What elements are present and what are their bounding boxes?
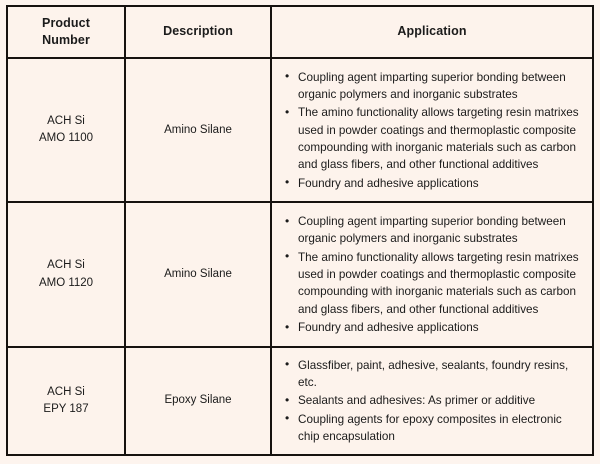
product-application-table: [6, 5, 594, 456]
table-row: [7, 202, 593, 346]
column-header-application-line-1: Application: [397, 24, 467, 39]
column-header-product-number-line-2: Number: [42, 32, 90, 47]
column-header-product-number-line-1: Product: [42, 16, 90, 30]
product-number-line-2: AMO 1120: [38, 276, 94, 289]
product-number-line-1: ACH Si: [47, 385, 85, 398]
list-item: • Foundry and adhesive applications: [298, 319, 584, 336]
list-item: • Coupling agent imparting superior bonding between organic polymers and inorganic substrates: [298, 69, 584, 104]
table-header-row: [7, 6, 593, 58]
list-item: • The amino functionality allows targeting resin matrixes used in powder coatings and thermoplastic composite compounding with inorganic materials such as carbon and glass fibers, and other functional additives: [298, 249, 584, 318]
application-cell: [271, 202, 593, 346]
column-header-product-number: [7, 6, 125, 58]
table-row: [7, 58, 593, 202]
product-number-cell: [7, 202, 125, 346]
table-header: [7, 6, 593, 58]
product-number-line-2: AMO 1100: [38, 132, 94, 145]
product-number-line-2: EPY 187: [43, 402, 89, 415]
description-cell: Amino Silane: [125, 202, 271, 346]
table-row: [7, 347, 593, 455]
column-header-application: [271, 6, 593, 58]
product-number-line-1: ACH Si: [47, 259, 85, 272]
column-header-description: [125, 6, 271, 58]
column-header-description-line-1: Description: [163, 24, 233, 39]
product-number-cell: [7, 58, 125, 202]
product-number-cell: [7, 347, 125, 455]
product-number-line-1: ACH Si: [47, 114, 85, 127]
table-body: [7, 58, 593, 455]
application-list: [276, 69, 584, 192]
application-cell: [271, 347, 593, 455]
description-cell: Epoxy Silane: [125, 347, 271, 455]
list-item: • Coupling agents for epoxy composites in electronic chip encapsulation: [298, 411, 584, 446]
list-item: • Sealants and adhesives: As primer or additive: [298, 392, 584, 409]
list-item: • Foundry and adhesive applications: [298, 175, 584, 192]
list-item: • The amino functionality allows targeting resin matrixes used in powder coatings and thermoplastic composite compounding with inorganic materials such as carbon and glass fibers, and other functional additives: [298, 104, 584, 173]
description-cell: Amino Silane: [125, 58, 271, 202]
application-list: [276, 213, 584, 336]
list-item: • Glassfiber, paint, adhesive, sealants, foundry resins, etc.: [298, 357, 584, 392]
application-cell: [271, 58, 593, 202]
application-list: [276, 357, 584, 446]
list-item: • Coupling agent imparting superior bonding between organic polymers and inorganic substrates: [298, 213, 584, 248]
